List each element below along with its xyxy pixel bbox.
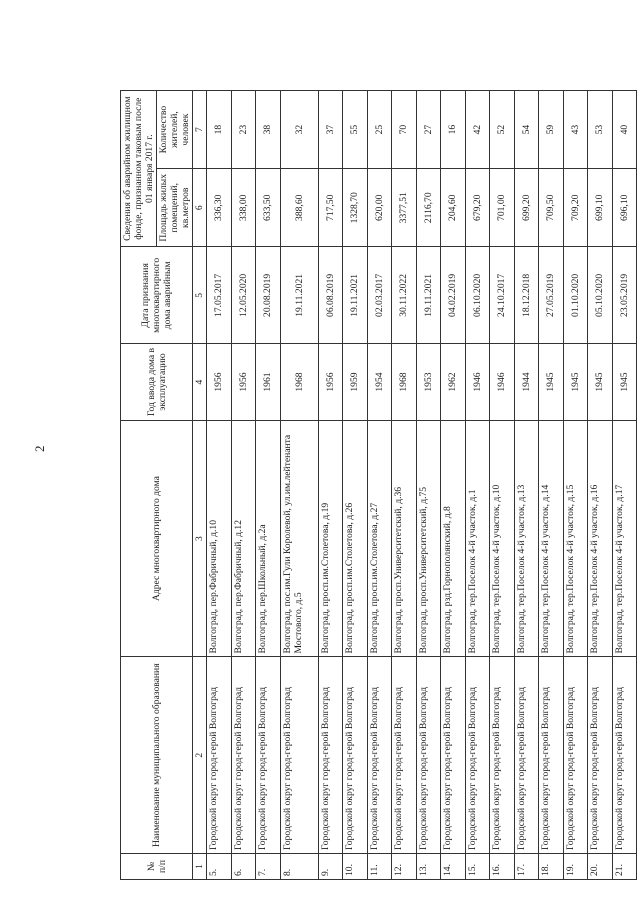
table-row [588, 91, 613, 880]
cell-no: 17. [514, 853, 539, 879]
cell-no: 16. [490, 853, 515, 879]
cell-no: 7. [256, 853, 281, 879]
cell-address: Волгоград, тер.Поселок 4-й участок, д.15 [563, 420, 588, 657]
cell-municipality: Городской округ город-герой Волгоград [514, 657, 539, 854]
cell-residents: 70 [392, 91, 417, 169]
cell-date: 27.05.2019 [539, 247, 564, 344]
cell-area: 2116,70 [416, 169, 441, 247]
cell-year: 1956 [207, 344, 232, 420]
header-date: Дата признания многоквартирного дома аварийным [121, 247, 193, 344]
cell-no: 6. [231, 853, 256, 879]
cell-residents: 38 [256, 91, 281, 169]
cell-date: 12.05.2020 [231, 247, 256, 344]
cell-year: 1968 [392, 344, 417, 420]
column-number: 7 [193, 91, 207, 169]
cell-year: 1945 [563, 344, 588, 420]
cell-no: 20. [588, 853, 613, 879]
column-number: 4 [193, 344, 207, 420]
table-row [612, 91, 637, 880]
cell-residents: 27 [416, 91, 441, 169]
cell-no: 10. [343, 853, 368, 879]
column-number: 1 [193, 853, 207, 879]
cell-address: Волгоград, пер.Фабричный, д.12 [231, 420, 256, 657]
cell-address: Волгоград, просп.им.Столетова, д.26 [343, 420, 368, 657]
cell-area: 717,50 [318, 169, 343, 247]
cell-area: 338,00 [231, 169, 256, 247]
cell-date: 19.11.2021 [343, 247, 368, 344]
cell-address: Волгоград, просп.Университетский, д.75 [416, 420, 441, 657]
cell-municipality: Городской округ город-герой Волгоград [588, 657, 613, 854]
cell-residents: 18 [207, 91, 232, 169]
header-year: Год ввода дома в эксплуатацию [121, 344, 193, 420]
table-row [367, 91, 392, 880]
cell-year: 1946 [465, 344, 490, 420]
cell-area: 620,00 [367, 169, 392, 247]
cell-address: Волгоград, рзд.Горнополянский, д.8 [441, 420, 466, 657]
cell-municipality: Городской округ город-герой Волгоград [441, 657, 466, 854]
cell-area: 699,10 [588, 169, 613, 247]
header-no: № п/п [121, 853, 193, 879]
cell-municipality: Городской округ город-герой Волгоград [343, 657, 368, 854]
table-row [280, 91, 318, 880]
cell-area: 336,30 [207, 169, 232, 247]
cell-area: 699,20 [514, 169, 539, 247]
cell-residents: 32 [280, 91, 318, 169]
cell-address: Волгоград, тер.Поселок 4-й участок, д.16 [588, 420, 613, 657]
cell-date: 20.08.2019 [256, 247, 281, 344]
cell-area: 679,20 [465, 169, 490, 247]
cell-date: 06.10.2020 [465, 247, 490, 344]
header-area: Площадь жилых помещений, кв.метров [157, 169, 193, 247]
cell-municipality: Городской округ город-герой Волгоград [367, 657, 392, 854]
cell-municipality: Городской округ город-герой Волгоград [465, 657, 490, 854]
cell-area: 3377,51 [392, 169, 417, 247]
cell-date: 17.05.2017 [207, 247, 232, 344]
cell-date: 18.12.2018 [514, 247, 539, 344]
header-address: Адрес многоквартирного дома [121, 420, 193, 657]
cell-date: 19.11.2021 [416, 247, 441, 344]
cell-no: 12. [392, 853, 417, 879]
cell-address: Волгоград, просп.им.Столетова, д.19 [318, 420, 343, 657]
cell-residents: 59 [539, 91, 564, 169]
cell-area: 709,50 [539, 169, 564, 247]
page-number: 2 [32, 445, 47, 452]
cell-date: 05.10.2020 [588, 247, 613, 344]
cell-residents: 52 [490, 91, 515, 169]
table-row [465, 91, 490, 880]
table-row [256, 91, 281, 880]
cell-municipality: Городской округ город-герой Волгоград [392, 657, 417, 854]
cell-address: Волгоград, тер.Поселок 4-й участок, д.10 [490, 420, 515, 657]
cell-area: 388,60 [280, 169, 318, 247]
cell-municipality: Городской округ город-герой Волгоград [416, 657, 441, 854]
table-row [490, 91, 515, 880]
cell-year: 1945 [539, 344, 564, 420]
column-number: 3 [193, 420, 207, 657]
cell-date: 02.03.2017 [367, 247, 392, 344]
cell-address: Волгоград, пер.Школьный, д.2а [256, 420, 281, 657]
cell-no: 9. [318, 853, 343, 879]
cell-area: 633,50 [256, 169, 281, 247]
cell-municipality: Городской округ город-герой Волгоград [318, 657, 343, 854]
cell-residents: 25 [367, 91, 392, 169]
cell-no: 21. [612, 853, 637, 879]
cell-no: 15. [465, 853, 490, 879]
cell-year: 1956 [231, 344, 256, 420]
cell-municipality: Городской округ город-герой Волгоград [280, 657, 318, 854]
cell-date: 19.11.2021 [280, 247, 318, 344]
cell-year: 1956 [318, 344, 343, 420]
table-row [416, 91, 441, 880]
table-row [514, 91, 539, 880]
cell-municipality: Городской округ город-герой Волгоград [256, 657, 281, 854]
cell-municipality: Городской округ город-герой Волгоград [207, 657, 232, 854]
cell-residents: 16 [441, 91, 466, 169]
table-row [343, 91, 368, 880]
cell-municipality: Городской округ город-герой Волгоград [563, 657, 588, 854]
cell-date: 24.10.2017 [490, 247, 515, 344]
cell-area: 709,20 [563, 169, 588, 247]
cell-year: 1959 [343, 344, 368, 420]
cell-year: 1946 [490, 344, 515, 420]
cell-year: 1953 [416, 344, 441, 420]
cell-municipality: Городской округ город-герой Волгоград [231, 657, 256, 854]
cell-no: 8. [280, 853, 318, 879]
table-row [207, 91, 232, 880]
cell-residents: 23 [231, 91, 256, 169]
cell-address: Волгоград, пер.Фабричный, д.10 [207, 420, 232, 657]
cell-residents: 55 [343, 91, 368, 169]
table-body [207, 91, 637, 880]
cell-date: 30.11.2022 [392, 247, 417, 344]
table-row [539, 91, 564, 880]
cell-no: 13. [416, 853, 441, 879]
cell-residents: 53 [588, 91, 613, 169]
table-row [563, 91, 588, 880]
cell-area: 204,60 [441, 169, 466, 247]
cell-address: Волгоград, тер.Поселок 4-й участок, д.1 [465, 420, 490, 657]
cell-year: 1945 [612, 344, 637, 420]
cell-address: Волгоград, тер.Поселок 4-й участок, д.13 [514, 420, 539, 657]
cell-residents: 43 [563, 91, 588, 169]
column-number: 5 [193, 247, 207, 344]
cell-year: 1968 [280, 344, 318, 420]
column-number: 2 [193, 657, 207, 854]
emergency-housing-table [120, 90, 637, 880]
cell-municipality: Городской округ город-герой Волгоград [612, 657, 637, 854]
table-row [441, 91, 466, 880]
cell-date: 23.05.2019 [612, 247, 637, 344]
rotated-page [120, 90, 630, 880]
table-row [318, 91, 343, 880]
cell-address: Волгоград, пос.им.Гули Королевой, ул.им.лейтенанта Мостового, д.5 [280, 420, 318, 657]
cell-date: 06.08.2019 [318, 247, 343, 344]
header-municipality: Наименование муниципального образования [121, 657, 193, 854]
cell-year: 1961 [256, 344, 281, 420]
cell-year: 1944 [514, 344, 539, 420]
cell-no: 5. [207, 853, 232, 879]
cell-year: 1945 [588, 344, 613, 420]
cell-year: 1954 [367, 344, 392, 420]
cell-area: 701,00 [490, 169, 515, 247]
cell-residents: 37 [318, 91, 343, 169]
cell-no: 18. [539, 853, 564, 879]
column-number: 6 [193, 169, 207, 247]
cell-no: 14. [441, 853, 466, 879]
cell-area: 1328,70 [343, 169, 368, 247]
cell-no: 11. [367, 853, 392, 879]
cell-no: 19. [563, 853, 588, 879]
cell-address: Волгоград, просп.Университетский, д.36 [392, 420, 417, 657]
cell-year: 1962 [441, 344, 466, 420]
header-group: Сведения об аварийном жилищном фонде, признанном таковым после 01 января 2017 г. [121, 91, 157, 247]
cell-residents: 42 [465, 91, 490, 169]
cell-residents: 54 [514, 91, 539, 169]
cell-address: Волгоград, тер.Поселок 4-й участок, д.17 [612, 420, 637, 657]
header-residents: Количество жителей, человек [157, 91, 193, 169]
cell-date: 01.10.2020 [563, 247, 588, 344]
cell-area: 696,10 [612, 169, 637, 247]
cell-address: Волгоград, просп.им.Столетова, д.27 [367, 420, 392, 657]
table-row [231, 91, 256, 880]
cell-municipality: Городской округ город-герой Волгоград [539, 657, 564, 854]
cell-date: 04.02.2019 [441, 247, 466, 344]
cell-address: Волгоград, тер.Поселок 4-й участок, д.14 [539, 420, 564, 657]
cell-residents: 40 [612, 91, 637, 169]
cell-municipality: Городской округ город-герой Волгоград [490, 657, 515, 854]
table-row [392, 91, 417, 880]
